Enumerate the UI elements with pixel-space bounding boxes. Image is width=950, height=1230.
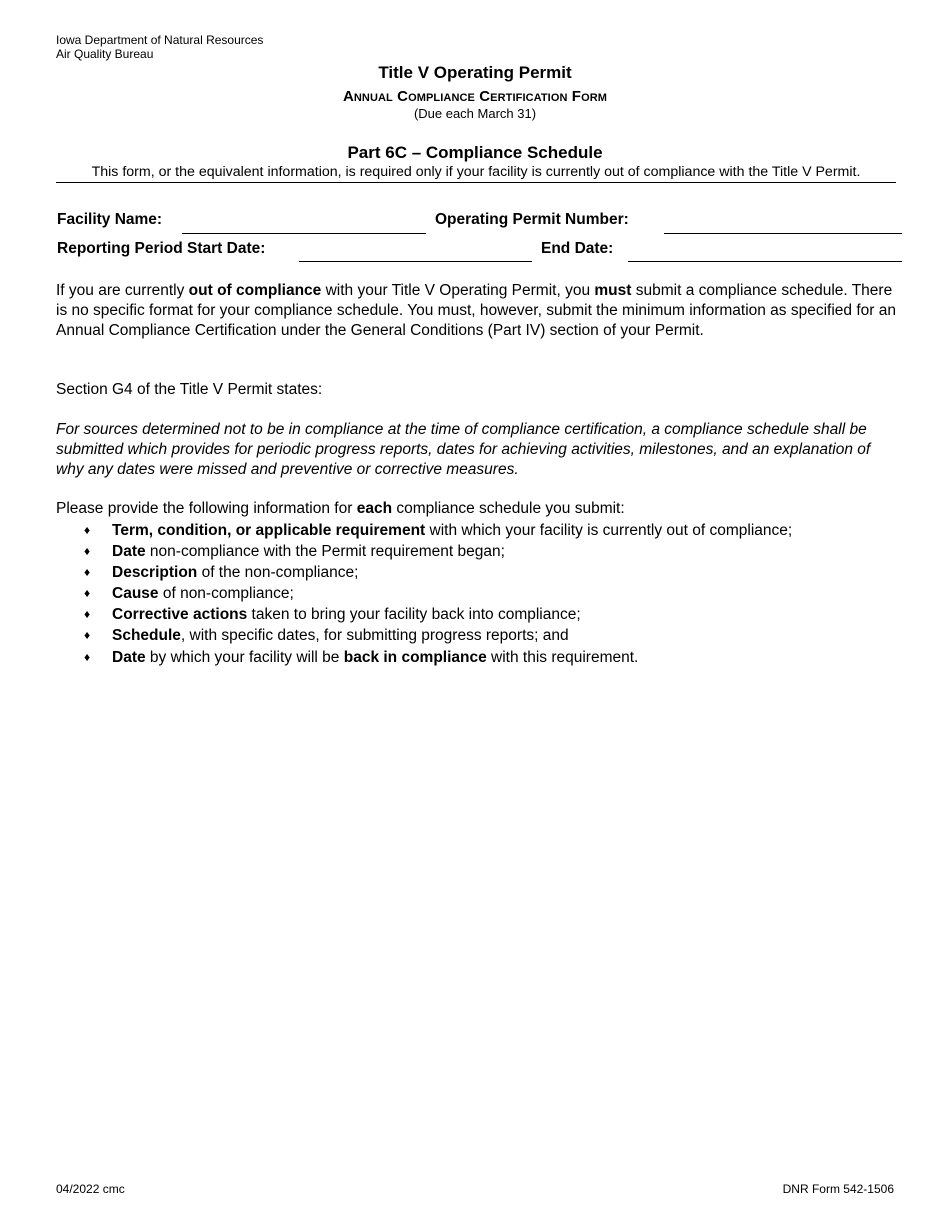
list-item: ♦ Term, condition, or applicable requirement with which your facility is currently out of compliance;	[84, 522, 793, 539]
list-item: ♦ Schedule, with specific dates, for submitting progress reports; and	[84, 627, 569, 645]
form-number: DNR Form 542-1506	[782, 1182, 894, 1196]
start-date-label: Reporting Period Start Date:	[57, 240, 266, 257]
diamond-bullet-icon: ♦	[84, 523, 91, 537]
end-date-label: End Date:	[541, 240, 614, 257]
diamond-bullet-icon: ♦	[84, 586, 91, 601]
form-title: Title V Operating Permit	[378, 63, 572, 82]
diamond-bullet-icon: ♦	[84, 607, 91, 622]
section-g4-quote: For sources determined not to be in compliance at the time of compliance certification, a compliance schedule shall be submitted which provides for periodic progress reports, dates for achieving activities, milestones, and an explanation of why any dates were missed and preventive or corrective measures.	[56, 421, 871, 478]
form-subtitle: Annual Compliance Certification Form	[342, 88, 608, 105]
due-date-note: (Due each March 31)	[413, 106, 537, 121]
diamond-bullet-icon: ♦	[84, 649, 91, 664]
section-g4-intro: Section G4 of the Title V Permit states:	[56, 381, 323, 398]
agency-block	[56, 33, 263, 61]
start-date-field[interactable]	[299, 243, 532, 262]
permit-number-label: Operating Permit Number:	[435, 211, 629, 228]
list-item: ♦ Corrective actions taken to bring your facility back into compliance;	[84, 606, 581, 624]
requirements-list	[84, 520, 792, 668]
facility-name-field[interactable]	[182, 215, 426, 234]
form-revision: 04/2022 cmc	[56, 1182, 125, 1196]
diamond-bullet-icon: ♦	[84, 565, 91, 580]
end-date-field[interactable]	[628, 243, 902, 262]
diamond-bullet-icon: ♦	[84, 544, 91, 559]
part-title: Part 6C – Compliance Schedule	[347, 143, 603, 162]
diamond-bullet-icon: ♦	[84, 628, 91, 643]
permit-number-field[interactable]	[664, 215, 902, 234]
bureau-name: Air Quality Bureau	[56, 47, 154, 61]
agency-name: Iowa Department of Natural Resources	[56, 33, 264, 47]
list-item: ♦ Description of the non-compliance;	[84, 564, 359, 582]
applicability-note: This form, or the equivalent information, is required only if your facility is currently out of compliance with the Title V Permit.	[56, 164, 896, 183]
list-item: ♦ Cause of non-compliance;	[84, 585, 294, 603]
compliance-paragraph: If you are currently out of compliance with your Title V Operating Permit, you must submit a compliance schedule. There is no specific format for your compliance schedule. You must, however, submit the minimum information as specified for an Annual Compliance Certification under the General Conditions (Part IV) section of your Permit.	[56, 282, 896, 339]
facility-name-label: Facility Name:	[57, 211, 163, 228]
instructions-intro: Please provide the following information for each compliance schedule you submit:	[56, 500, 625, 517]
list-item: ♦ Date non-compliance with the Permit requirement began;	[84, 543, 505, 561]
list-item: ♦ Date by which your facility will be back in compliance with this requirement.	[84, 648, 639, 666]
